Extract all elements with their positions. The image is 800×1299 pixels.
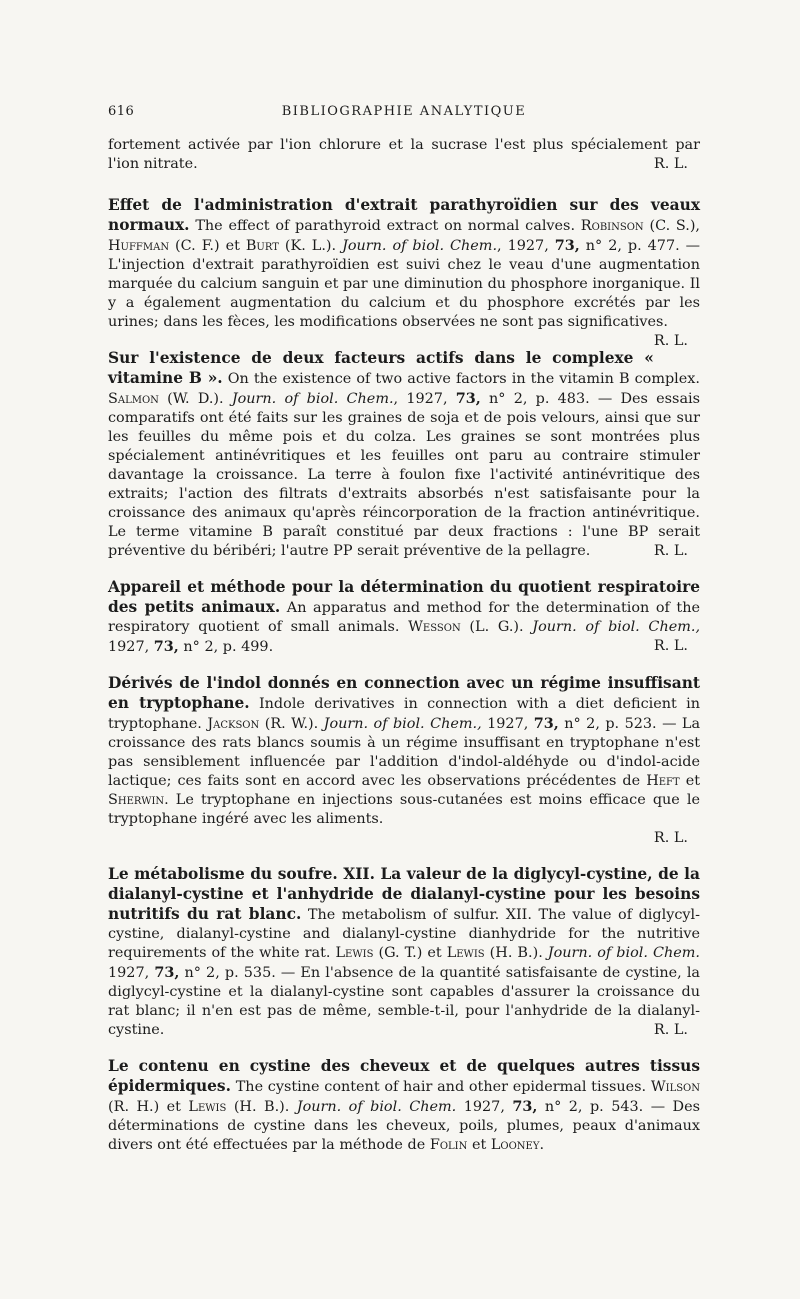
entry-title: Dérivés de l'indol donnés en connection avec un régime insuffisant en tryptophane.: [108, 674, 700, 712]
author-initials: (R. W.).: [264, 716, 319, 732]
cited-author: Heft: [646, 773, 680, 789]
author-initials: (R. H.) et: [108, 1099, 181, 1115]
entry-respiratory-quotient: [108, 578, 700, 657]
author-name: Lewis: [188, 1099, 227, 1115]
journal-year: 1927,: [406, 391, 448, 407]
entry-signature: R. L.: [653, 830, 688, 846]
entry-english-title: The effect of parathyroid extract on normal calves.: [195, 218, 576, 234]
entry-body: — La croissance des rats blancs soumis à un régime insuffisant en tryptophane n'est pas sensiblement influencée par l'addition d'indol-aldéhyde ou d'indol-acide lactique; ces faits sont en accord avec les observations précédentes de: [108, 716, 701, 789]
journal-volume: 73,: [153, 638, 179, 655]
entry-signature: R. L.: [653, 333, 688, 349]
entry-body: — Des déterminations de cystine dans les cheveux, poils, plumes, peaux d'animaux divers ont été effectuées par la méthode de: [108, 1099, 700, 1153]
entry-title: Appareil et méthode pour la détermination du quotient respiratoire des petits animaux.: [108, 578, 700, 616]
journal-name: Journ. of biol. Chem.: [342, 238, 498, 254]
author-name: Wesson: [408, 619, 461, 635]
entry-body-continued: .: [539, 1137, 545, 1153]
author-name: Lewis: [446, 945, 485, 961]
entry-body: — Des essais comparatifs ont été faits sur les graines de soja et de pois velours, ainsi que sur les feuilles du même pois et du colza. Les graines se sont montrées plus spécialement antinévritiques et les feuilles ont paru au contraire stimuler davantage la croissance. La terre à foulon fixe l'activité antinévritique des extraits; l'action des filtrats d'extraits absorbés n'est satisfaisante pour la croissance des animaux qu'après réincorporation de la fraction antinévritique. Le terme vitamine B paraît constitué par deux fractions : l'une BP serait préventive du béribéri; l'autre PP serait préventive de la pellagre.: [108, 391, 701, 559]
entry-english-title: On the existence of two active factors in the vitamin B complex.: [227, 371, 700, 387]
journal-issue-page: n° 2, p. 477.: [585, 238, 680, 254]
page-header: [108, 104, 700, 124]
running-title: BIBLIOGRAPHIE ANALYTIQUE: [281, 104, 527, 119]
entry-title: Le contenu en cystine des cheveux et de quelques autres tissus épidermiques.: [108, 1057, 700, 1095]
author-name: Burt: [245, 238, 279, 254]
journal-volume: 73,: [512, 1098, 538, 1115]
author-name: Salmon: [108, 391, 159, 407]
journal-year: 1927,: [463, 1099, 505, 1115]
entry-sulfur-metabolism: [108, 865, 700, 1040]
entry-body: — En l'absence de la quantité satisfaisante de cystine, la diglycyl-cystine et la dialanyl-cystine sont capables d'assurer la croissance du rat blanc; il n'en est pas de même, semble-t-il, pour l'anhydride de la dialanyl-cystine.: [108, 965, 701, 1038]
journal-year: 1927,: [507, 238, 549, 254]
journal-name: Journ. of biol. Chem.,: [532, 619, 701, 635]
entry-body: — L'injection d'extrait parathyroïdien est suivi chez le veau d'une augmentation marquée du calcium sanguin et par une diminution du phosphore inorganique. Il y a également augmentation du calcium et du phosphore excrétés par les urines; dans les fèces, les modifications observées ne sont pas significatives.: [108, 238, 701, 330]
author-initials: (G. T.) et: [378, 945, 442, 961]
author-name: Lewis: [335, 945, 374, 961]
entry-cystine-hair: [108, 1057, 700, 1155]
entry-signature: R. L.: [653, 638, 688, 654]
journal-volume: 73,: [533, 715, 559, 732]
journal-year: 1927,: [487, 716, 529, 732]
author-initials: (W. D.).: [167, 391, 224, 407]
entry-english-title: Indole derivatives in connection with a diet deficient in tryptophane.: [108, 696, 700, 732]
journal-year: 1927,: [108, 639, 150, 655]
entry-english-title: The metabolism of sulfur. XII. The value of diglycyl-cystine, dialanyl-cystine and dialanyl-cystine dianhydride for the nutritive requirements of the white rat.: [108, 907, 700, 961]
author-name: Jackson: [207, 716, 260, 732]
journal-volume: 73,: [455, 390, 481, 407]
entry-continuation: [108, 136, 700, 174]
journal-year: 1927,: [108, 965, 150, 981]
journal-issue-page: n° 2, p. 523.: [564, 716, 657, 732]
page-number: 616: [108, 104, 135, 119]
entry-title: Le métabolisme du soufre. XII. La valeur de la diglycyl-cystine, de la dialanyl-cystine et l'anhydride de dialanyl-cystine pour les besoins nutritifs du rat blanc.: [108, 865, 700, 923]
cited-author: Sherwin: [108, 792, 165, 808]
entry-title: Effet de l'administration d'extrait parathyroïdien sur des veaux normaux.: [108, 196, 700, 234]
journal-name: Journ. of biol. Chem.,: [323, 716, 482, 732]
entry-english-title: The cystine content of hair and other epidermal tissues.: [235, 1079, 647, 1095]
entry-vitamin-b: Sur l'existence de deux facteurs actifs dans le complexe « vitamine B ». On the existence of two active factors in the vitamin B complex. Salmon (W. D.). Journ. of biol. Chem., 1927, 73, n° 2, p. 483. — Des essais comparatifs ont été faits sur les graines de soja et de pois velours, ainsi que sur les feuilles du même pois et du colza. Les graines se sont montrées plus spécialement antinévritiques et les feuilles ont paru au contraire stimuler davantage la croissance. La terre à foulon fixe l'activité antinévritique des extraits; l'action des filtrats d'extraits absorbés n'est satisfaisante pour la croissance des animaux qu'après réincorporation de la fraction antinévritique. Le terme vitamine B paraît constitué par deux fractions : l'une BP serait préventive du béribéri; l'autre PP serait préventive de la pellagre. R. L.: [108, 349, 701, 559]
author-initials: (H. B.).: [233, 1099, 290, 1115]
author-initials: (C. S.),: [649, 218, 701, 234]
author-initials: (H. B.).: [489, 945, 543, 961]
journal-name: Journ. of biol. Chem.: [231, 391, 394, 407]
entry-signature: R. L.: [653, 1022, 688, 1038]
cited-author: Looney: [490, 1137, 540, 1153]
entry-english-title: An apparatus and method for the determination of the respiratory quotient of small animals.: [108, 600, 700, 635]
author-name: Wilson: [650, 1079, 701, 1095]
entry-parathyroid: Effet de l'administration d'extrait parathyroïdien sur des veaux normaux. The effect of parathyroid extract on normal calves. Robinson (C. S.), Huffman (C. F.) et Burt (K. L.). Journ. of biol. Chem., 1927, 73, n° 2, p. 477. — L'injection d'extrait parathyroïdien est suivi chez le veau d'une augmentation marquée du calcium sanguin et par une diminution du phosphore inorganique. Il y a également augmentation du calcium et du phosphore excrétés par les urines; dans les fèces, les modifications observées ne sont pas significatives. R. L.: [108, 196, 701, 349]
journal-volume: 73,: [154, 964, 180, 981]
entry-body: fortement activée par l'ion chlorure et la sucrase l'est plus spécialement par l'ion nitrate.: [108, 137, 700, 172]
entry-indole: [108, 674, 700, 848]
author-initials: (K. L.).: [284, 238, 337, 254]
author-initials: (C. F.) et: [175, 238, 240, 254]
entry-signature: R. L.: [653, 543, 688, 559]
entry-body-continued: . Le tryptophane en injections sous-cutanées est moins efficace que le tryptophane ingéré avec les aliments.: [108, 792, 700, 827]
entry-title: Sur l'existence de deux facteurs actifs dans le complexe « vitamine B ».: [108, 349, 654, 387]
conjunction: et: [685, 773, 700, 789]
author-name: Huffman: [108, 238, 170, 254]
journal-name: Journ. of biol. Chem.: [296, 1099, 457, 1115]
journal-issue-page: n° 2, p. 483.: [489, 391, 590, 407]
cited-author: Folin: [429, 1137, 468, 1153]
entry-signature: R. L.: [653, 156, 688, 172]
journal-issue-page: n° 2, p. 543.: [544, 1099, 644, 1115]
author-initials: (L. G.).: [469, 619, 524, 635]
journal-volume: 73,: [554, 237, 580, 254]
author-name: Robinson: [580, 218, 644, 234]
journal-issue-page: n° 2, p. 535.: [184, 965, 276, 981]
conjunction: et: [471, 1137, 487, 1153]
journal-issue-page: n° 2, p. 499.: [183, 639, 274, 655]
journal-name: Journ. of biol. Chem.: [547, 945, 700, 961]
page-content: [108, 136, 700, 1172]
